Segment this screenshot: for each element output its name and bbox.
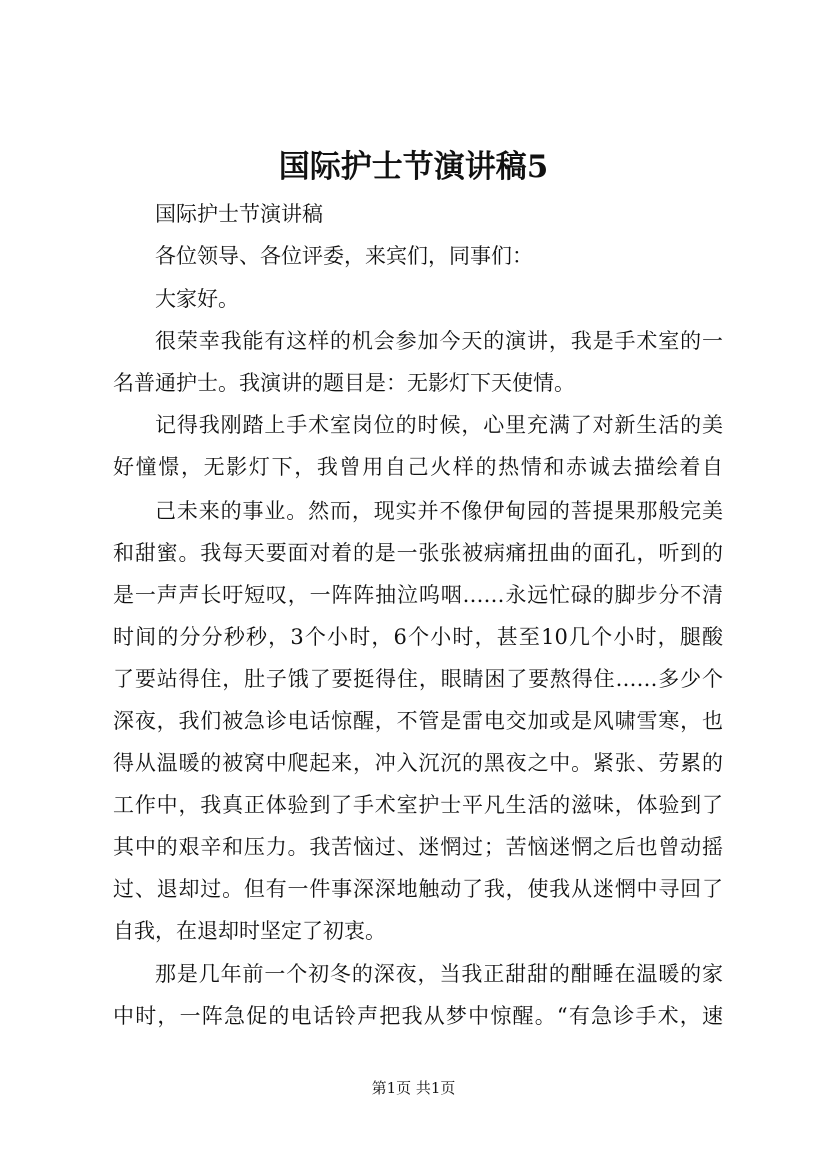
body-line: 记得我刚踏上手术室岗位的时候，心里充满了对新生活的美 <box>155 413 723 437</box>
body-line: 很荣幸我能有这样的机会参加今天的演讲，我是手术室的一 <box>155 329 723 353</box>
body-line: 了要站得住，肚子饿了要挺得住，眼睛困了要熬得住……多少个 <box>113 667 723 691</box>
body-line: 名普通护士。我演讲的题目是：无影灯下天使情。 <box>113 371 575 395</box>
body-line: 是一声声长吁短叹，一阵阵抽泣呜咽……永远忙碌的脚步分不清 <box>113 583 723 607</box>
document-title: 国际护士节演讲稿5 <box>278 149 549 185</box>
body-line: 时间的分分秒秒，3个小时，6个小时，甚至10几个小时，腿酸 <box>113 625 723 649</box>
body-line: 好憧憬，无影灯下，我曾用自己火样的热情和赤诚去描绘着自 <box>113 455 723 479</box>
body-line: 那是几年前一个初冬的深夜，当我正甜甜的酣睡在温暖的家 <box>155 962 723 986</box>
body-line: 得从温暖的被窝中爬起来，冲入沉沉的黑夜之中。紧张、劳累的 <box>113 751 723 775</box>
body-line: 己未来的事业。然而，现实并不像伊甸园的菩提果那般完美 <box>155 499 723 523</box>
page-footer: 第1页 共1页 <box>371 1079 456 1097</box>
body-line: 工作中，我真正体验到了手术室护士平凡生活的滋味，体验到了 <box>113 793 723 817</box>
body-line: 其中的艰辛和压力。我苦恼过、迷惘过；苦恼迷惘之后也曾动摇 <box>113 835 723 859</box>
body-line: 各位领导、各位评委，来宾们，同事们： <box>155 244 533 268</box>
body-line: 大家好。 <box>155 287 239 311</box>
body-line: 自我，在退却时坚定了初衷。 <box>113 919 386 943</box>
body-line: 国际护士节演讲稿 <box>155 202 323 226</box>
body-line: 中时，一阵急促的电话铃声把我从梦中惊醒。“有急诊手术，速 <box>113 1004 723 1028</box>
body-line: 过、退却过。但有一件事深深地触动了我，使我从迷惘中寻回了 <box>113 877 723 901</box>
body-line: 和甜蜜。我每天要面对着的是一张张被病痛扭曲的面孔，听到的 <box>113 541 723 565</box>
body-line: 深夜，我们被急诊电话惊醒，不管是雷电交加或是风啸雪寒，也 <box>113 709 723 733</box>
